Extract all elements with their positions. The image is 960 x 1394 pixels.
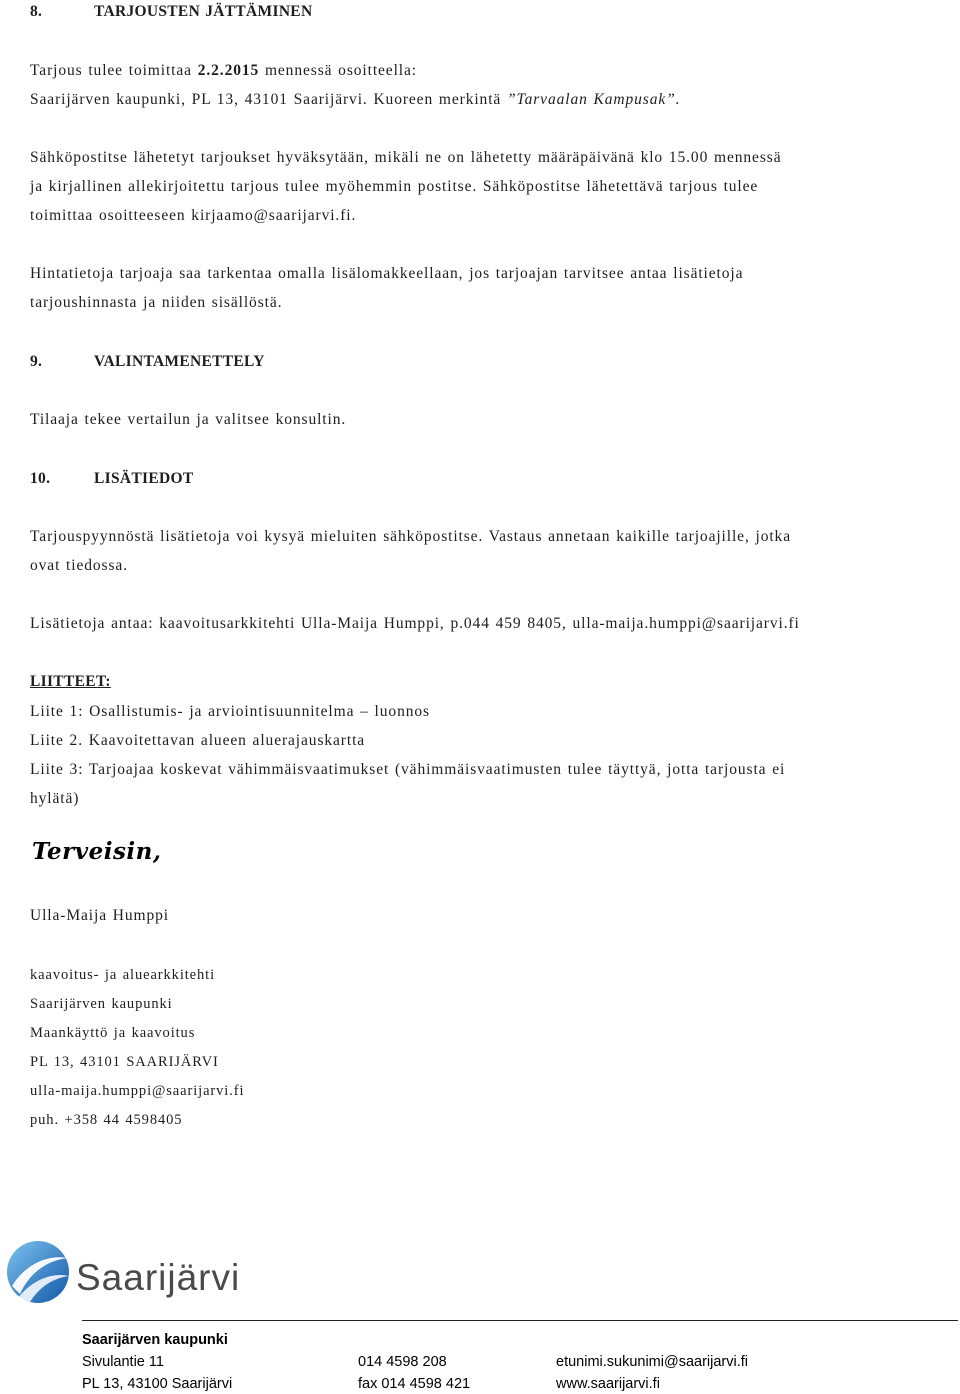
saarijarvi-logo: [6, 1236, 276, 1310]
attachment-item: hylätä): [30, 790, 80, 807]
submission-address-line: [30, 90, 680, 110]
section-8-heading: [30, 2, 312, 22]
submission-deadline-line: [30, 61, 417, 81]
signer-organization: Saarijärven kaupunki: [30, 996, 173, 1012]
info-paragraph-line-1: Tarjouspyynnöstä lisätietoja voi kysyä mieluiten sähköpostitse. Vastaus annetaan kaikille tarjoajille, jotka: [30, 528, 791, 545]
address: Saarijärven kaupunki, PL 13, 43101 Saarijärvi. Kuoreen merkintä: [30, 91, 507, 108]
footer-street: Sivulantie 11: [82, 1354, 164, 1370]
logo-wordmark: Saarijärvi: [76, 1257, 241, 1298]
attachment-item: Liite 3: Tarjoajaa koskevat vähimmäisvaatimukset (vähimmäisvaatimusten tulee täyttyä, jotta tarjousta ei: [30, 761, 786, 778]
footer-fax: fax 014 4598 421: [358, 1376, 471, 1392]
section-number: 9.: [30, 353, 43, 370]
section-number: 10.: [30, 470, 51, 487]
email-paragraph-line-1: Sähköpostitse lähetetyt tarjoukset hyväksytään, mikäli ne on lähetetty määräpäivänä klo 15.00 mennessä: [30, 149, 782, 166]
signer-title: kaavoitus- ja aluearkkitehti: [30, 967, 216, 983]
footer-phone: 014 4598 208: [358, 1354, 447, 1370]
signer-name: Ulla-Maija Humppi: [30, 907, 169, 924]
envelope-marking: ”Tarvaalan Kampusak”.: [506, 91, 681, 108]
footer-email: etunimi.sukunimi@saarijarvi.fi: [556, 1354, 748, 1370]
signer-phone: puh. +358 44 4598405: [30, 1112, 183, 1128]
footer-po-box: PL 13, 43100 Saarijärvi: [82, 1376, 233, 1392]
text: mennessä osoitteella:: [259, 62, 417, 79]
signer-email: ulla-maija.humppi@saarijarvi.fi: [30, 1083, 245, 1099]
text: Tarjous tulee toimittaa: [30, 62, 198, 79]
attachment-item: Liite 1: Osallistumis- ja arviointisuunnitelma – luonnos: [30, 703, 430, 720]
section-title: VALINTAMENETTELY: [94, 353, 265, 370]
footer-organization: Saarijärven kaupunki: [82, 1332, 228, 1348]
attachments-heading: LIITTEET:: [30, 673, 111, 690]
selection-paragraph: Tilaaja tekee vertailun ja valitsee konsultin.: [30, 411, 347, 428]
info-paragraph-line-2: ovat tiedossa.: [30, 557, 128, 574]
section-9-heading: [30, 352, 265, 372]
section-title: TARJOUSTEN JÄTTÄMINEN: [94, 3, 313, 20]
footer-website: www.saarijarvi.fi: [556, 1376, 660, 1392]
section-10-heading: [30, 469, 193, 489]
section-title: LISÄTIEDOT: [94, 470, 194, 487]
signer-address: PL 13, 43101 SAARIJÄRVI: [30, 1054, 219, 1070]
email-paragraph-line-2: ja kirjallinen allekirjoitettu tarjous tulee myöhemmin postitse. Sähköpostitse lähetettävä tarjous tulee: [30, 178, 759, 195]
logo-swoosh-icon: [6, 1236, 276, 1310]
section-number: 8.: [30, 3, 43, 20]
signer-department: Maankäyttö ja kaavoitus: [30, 1025, 196, 1041]
footer-divider: [82, 1320, 958, 1321]
closing-greeting: Terveisin,: [32, 838, 162, 865]
contact-info-paragraph: Lisätietoja antaa: kaavoitusarkkitehti Ulla-Maija Humppi, p.044 459 8405, ulla-maija.humppi@saarijarvi.fi: [30, 615, 800, 632]
attachment-item: Liite 2. Kaavoitettavan alueen aluerajauskartta: [30, 732, 366, 749]
pricing-paragraph-line-1: Hintatietoja tarjoaja saa tarkentaa omalla lisälomakkeellaan, jos tarjoajan tarvitsee antaa lisätietoja: [30, 265, 744, 282]
deadline-date: 2.2.2015: [197, 62, 260, 79]
email-paragraph-line-3: toimittaa osoitteeseen kirjaamo@saarijarvi.fi.: [30, 207, 357, 224]
pricing-paragraph-line-2: tarjoushinnasta ja niiden sisällöstä.: [30, 294, 283, 311]
